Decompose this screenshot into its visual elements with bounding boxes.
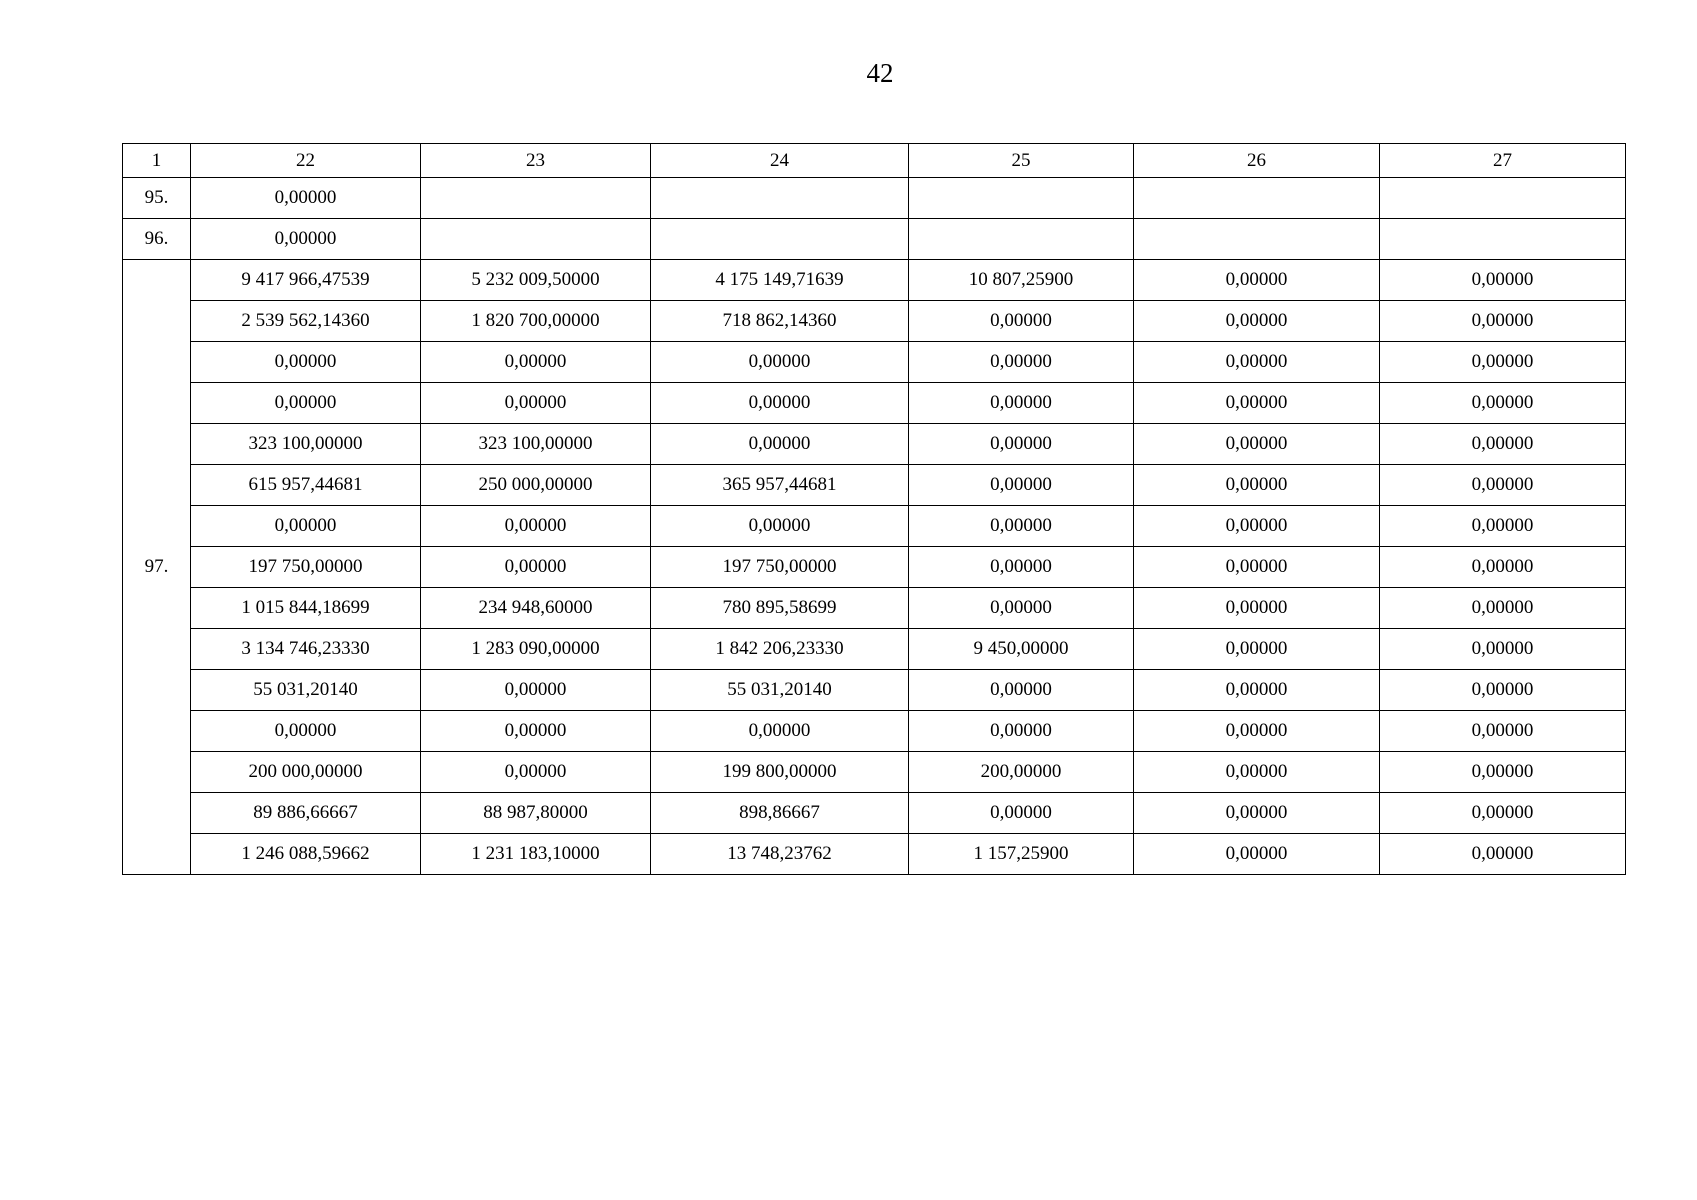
table-cell: 0,00000 xyxy=(1380,629,1626,670)
table-cell: 0,00000 xyxy=(1134,465,1380,506)
table-cell: 0,00000 xyxy=(1134,506,1380,547)
table-cell xyxy=(651,219,909,260)
table-cell: 0,00000 xyxy=(191,178,421,219)
page-number: 42 xyxy=(866,58,894,88)
table-cell: 0,00000 xyxy=(1380,588,1626,629)
header-cell: 22 xyxy=(191,144,421,178)
table-cell: 0,00000 xyxy=(909,383,1134,424)
table-cell: 88 987,80000 xyxy=(421,793,651,834)
table-cell: 0,00000 xyxy=(191,219,421,260)
table-cell: 0,00000 xyxy=(1380,670,1626,711)
table-cell xyxy=(421,178,651,219)
header-row xyxy=(123,144,1626,178)
table-cell: 0,00000 xyxy=(1134,547,1380,588)
table-cell: 898,86667 xyxy=(651,793,909,834)
table-cell: 250 000,00000 xyxy=(421,465,651,506)
header-cell: 24 xyxy=(651,144,909,178)
table-cell: 0,00000 xyxy=(909,342,1134,383)
table-cell: 0,00000 xyxy=(1134,834,1380,875)
table-cell: 0,00000 xyxy=(651,424,909,465)
table-cell xyxy=(909,219,1134,260)
table-cell: 0,00000 xyxy=(421,670,651,711)
header-cell: 1 xyxy=(123,144,191,178)
table-cell: 9 417 966,47539 xyxy=(191,260,421,301)
data-table xyxy=(122,143,1626,875)
table-cell: 0,00000 xyxy=(1380,383,1626,424)
table-cell: 0,00000 xyxy=(421,506,651,547)
table-cell: 0,00000 xyxy=(421,383,651,424)
table-cell: 0,00000 xyxy=(1134,670,1380,711)
table-cell: 1 231 183,10000 xyxy=(421,834,651,875)
table-cell: 0,00000 xyxy=(909,670,1134,711)
table-row xyxy=(123,506,1626,547)
table-row xyxy=(123,260,1626,301)
table-cell: 10 807,25900 xyxy=(909,260,1134,301)
table-cell: 323 100,00000 xyxy=(191,424,421,465)
table-cell: 0,00000 xyxy=(191,711,421,752)
table-cell: 0,00000 xyxy=(1380,793,1626,834)
table-cell: 0,00000 xyxy=(421,342,651,383)
table-cell: 0,00000 xyxy=(1380,506,1626,547)
table-cell: 0,00000 xyxy=(909,301,1134,342)
table-cell: 0,00000 xyxy=(191,342,421,383)
table-row xyxy=(123,670,1626,711)
table-row xyxy=(123,424,1626,465)
table-cell: 0,00000 xyxy=(651,383,909,424)
table-cell: 4 175 149,71639 xyxy=(651,260,909,301)
table-cell: 0,00000 xyxy=(1380,834,1626,875)
table-cell: 0,00000 xyxy=(1380,260,1626,301)
table-row xyxy=(123,219,1626,260)
header-cell: 25 xyxy=(909,144,1134,178)
header-cell: 23 xyxy=(421,144,651,178)
table-cell: 0,00000 xyxy=(909,506,1134,547)
table-row xyxy=(123,465,1626,506)
table-cell: 0,00000 xyxy=(1380,547,1626,588)
table-row xyxy=(123,342,1626,383)
table-row xyxy=(123,629,1626,670)
table-cell: 0,00000 xyxy=(1134,629,1380,670)
table-row xyxy=(123,834,1626,875)
table-cell: 200 000,00000 xyxy=(191,752,421,793)
table-cell: 0,00000 xyxy=(1380,711,1626,752)
table-cell: 55 031,20140 xyxy=(191,670,421,711)
table-cell: 0,00000 xyxy=(1134,752,1380,793)
table-cell: 0,00000 xyxy=(191,506,421,547)
table-cell: 0,00000 xyxy=(909,711,1134,752)
table-cell: 2 539 562,14360 xyxy=(191,301,421,342)
table-cell: 0,00000 xyxy=(191,383,421,424)
table-cell xyxy=(909,178,1134,219)
header-cell: 26 xyxy=(1134,144,1380,178)
table-cell xyxy=(1134,219,1380,260)
table-cell: 780 895,58699 xyxy=(651,588,909,629)
table-cell: 0,00000 xyxy=(421,547,651,588)
table-cell: 199 800,00000 xyxy=(651,752,909,793)
table-cell: 0,00000 xyxy=(421,711,651,752)
table-cell: 0,00000 xyxy=(1134,301,1380,342)
table-cell: 0,00000 xyxy=(421,752,651,793)
table-cell: 323 100,00000 xyxy=(421,424,651,465)
table-row xyxy=(123,793,1626,834)
table-cell: 0,00000 xyxy=(1380,342,1626,383)
table-cell: 0,00000 xyxy=(651,506,909,547)
table-cell: 0,00000 xyxy=(1134,342,1380,383)
table-cell: 0,00000 xyxy=(909,424,1134,465)
table-cell: 0,00000 xyxy=(651,342,909,383)
table-cell: 0,00000 xyxy=(1134,793,1380,834)
table-row xyxy=(123,547,1626,588)
table-cell: 0,00000 xyxy=(909,465,1134,506)
table-cell: 365 957,44681 xyxy=(651,465,909,506)
table-cell: 0,00000 xyxy=(1134,260,1380,301)
table-cell: 0,00000 xyxy=(1134,424,1380,465)
table-cell: 197 750,00000 xyxy=(651,547,909,588)
table-cell: 5 232 009,50000 xyxy=(421,260,651,301)
table-row xyxy=(123,301,1626,342)
table-cell: 0,00000 xyxy=(1380,465,1626,506)
table-cell xyxy=(1380,219,1626,260)
table-row xyxy=(123,178,1626,219)
row-label: 96. xyxy=(123,219,191,260)
table-cell: 0,00000 xyxy=(1134,383,1380,424)
row-label: 97. xyxy=(123,260,191,875)
table-cell: 718 862,14360 xyxy=(651,301,909,342)
table-cell: 0,00000 xyxy=(651,711,909,752)
table-cell: 0,00000 xyxy=(1380,752,1626,793)
table-cell: 0,00000 xyxy=(909,547,1134,588)
table-cell: 200,00000 xyxy=(909,752,1134,793)
table-cell: 1 842 206,23330 xyxy=(651,629,909,670)
table-row xyxy=(123,588,1626,629)
table-cell: 1 820 700,00000 xyxy=(421,301,651,342)
table-row xyxy=(123,383,1626,424)
table-cell: 0,00000 xyxy=(1380,301,1626,342)
table-cell: 3 134 746,23330 xyxy=(191,629,421,670)
table-row xyxy=(123,711,1626,752)
table-cell xyxy=(651,178,909,219)
table-cell: 234 948,60000 xyxy=(421,588,651,629)
table-cell: 0,00000 xyxy=(909,588,1134,629)
table-cell: 1 283 090,00000 xyxy=(421,629,651,670)
header-cell: 27 xyxy=(1380,144,1626,178)
table-cell: 9 450,00000 xyxy=(909,629,1134,670)
table-cell xyxy=(421,219,651,260)
table-cell: 0,00000 xyxy=(1380,424,1626,465)
row-label: 95. xyxy=(123,178,191,219)
table-cell: 1 015 844,18699 xyxy=(191,588,421,629)
table-cell xyxy=(1380,178,1626,219)
table-cell xyxy=(1134,178,1380,219)
table-row xyxy=(123,752,1626,793)
table-cell: 0,00000 xyxy=(909,793,1134,834)
table-cell: 89 886,66667 xyxy=(191,793,421,834)
table-cell: 1 157,25900 xyxy=(909,834,1134,875)
table-cell: 0,00000 xyxy=(1134,711,1380,752)
table-cell: 55 031,20140 xyxy=(651,670,909,711)
table-cell: 615 957,44681 xyxy=(191,465,421,506)
table-cell: 197 750,00000 xyxy=(191,547,421,588)
table-cell: 1 246 088,59662 xyxy=(191,834,421,875)
table-cell: 13 748,23762 xyxy=(651,834,909,875)
table-cell: 0,00000 xyxy=(1134,588,1380,629)
